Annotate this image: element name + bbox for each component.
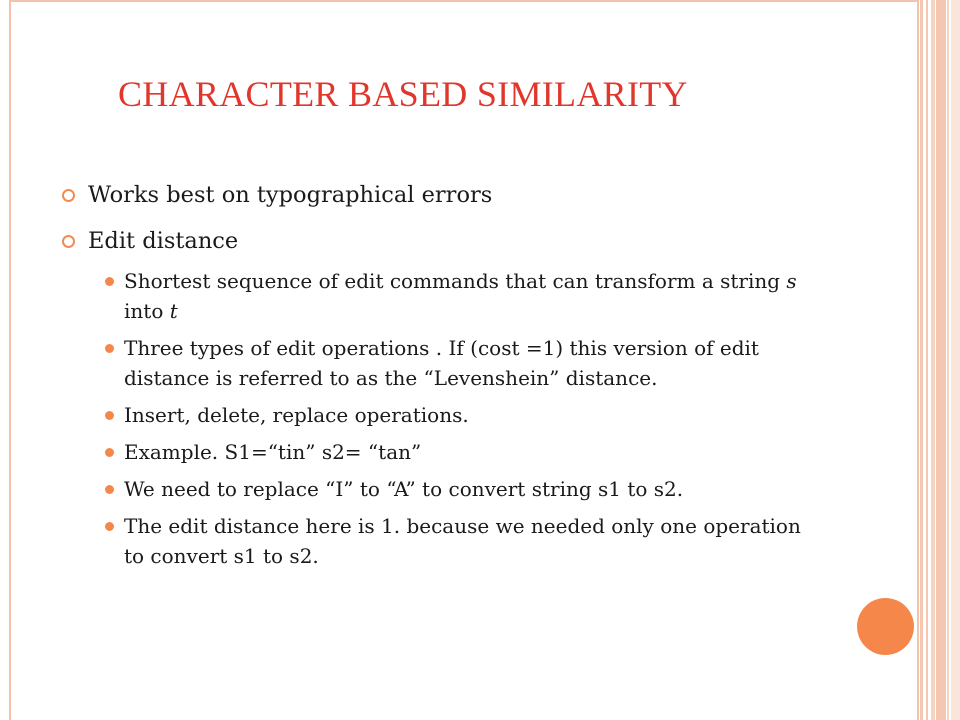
dot-bullet-icon — [105, 485, 114, 494]
variable-t: t — [169, 299, 178, 323]
list-item-text: Works best on typographical errors — [88, 182, 493, 208]
list-item-text: into — [124, 299, 170, 323]
list-item — [105, 511, 805, 571]
decor-stripe — [951, 0, 960, 720]
list-item-text: Insert, delete, replace operations. — [124, 403, 469, 427]
decor-stripe — [920, 0, 923, 720]
ring-bullet-icon — [62, 189, 75, 202]
decor-stripe — [931, 0, 935, 720]
list-item — [105, 333, 805, 393]
dot-bullet-icon — [105, 277, 114, 286]
decor-circle-icon — [857, 598, 914, 655]
decor-stripe — [926, 0, 928, 720]
list-item — [105, 266, 805, 326]
slide-title: CHARACTER BASED SIMILARITY — [118, 74, 688, 114]
list-item-text: The edit distance here is 1. because we needed only one operation to convert s1 to s2. — [124, 514, 801, 568]
list-item — [105, 400, 805, 430]
bullet-list-level1 — [60, 178, 492, 270]
list-item-text: Example. S1=“tin” s2= “tan” — [124, 440, 422, 464]
list-item — [105, 474, 805, 504]
variable-s: s — [786, 269, 797, 293]
list-item-text: We need to replace “I” to “A” to convert string s1 to s2. — [124, 477, 684, 501]
list-item-text: Edit distance — [88, 228, 239, 254]
decor-stripe — [936, 0, 946, 720]
list-item-text: Shortest sequence of edit commands that can transform a string — [124, 269, 787, 293]
list-item — [60, 224, 492, 270]
dot-bullet-icon — [105, 522, 114, 531]
bullet-list-level2 — [105, 266, 805, 578]
dot-bullet-icon — [105, 344, 114, 353]
dot-bullet-icon — [105, 448, 114, 457]
list-item-text: Three types of edit operations . If (cost =1) this version of edit distance is referred to as the “Levenshein” distance. — [124, 336, 759, 390]
dot-bullet-icon — [105, 411, 114, 420]
list-item — [60, 178, 492, 224]
decor-stripe — [947, 0, 949, 720]
list-item — [105, 437, 805, 467]
ring-bullet-icon — [62, 235, 75, 248]
